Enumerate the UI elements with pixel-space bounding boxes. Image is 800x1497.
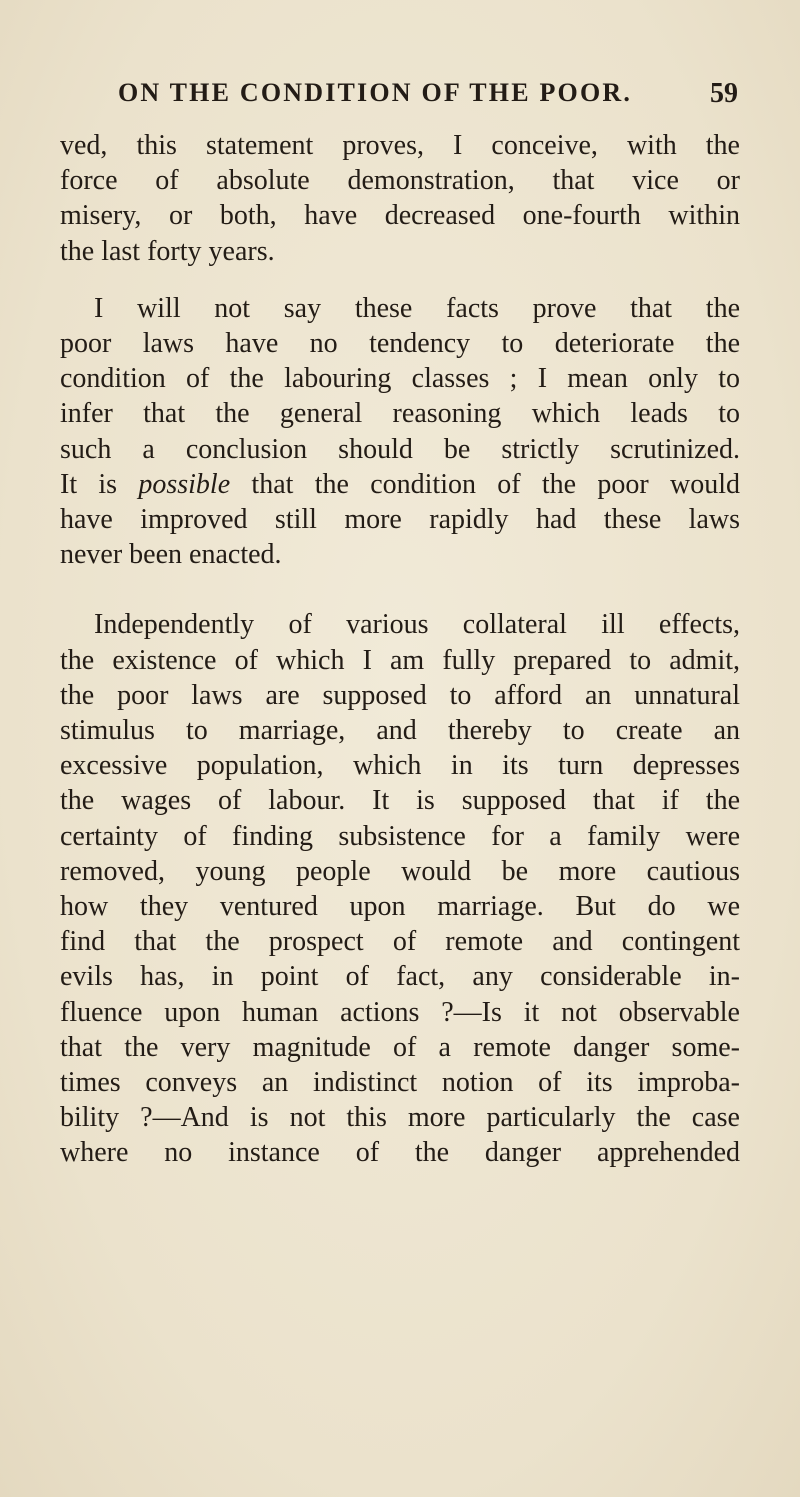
text-line: poor laws have no tendency to deteriorate the: [60, 328, 740, 360]
text-line: fluence upon human actions ?—Is it not observable: [60, 996, 740, 1028]
text-line: ved, this statement proves, I conceive, with the: [60, 130, 740, 161]
text-line: Independently of various collateral ill effects,: [94, 609, 740, 641]
text-line: infer that the general reasoning which leads to: [60, 398, 740, 430]
text-line: condition of the labouring classes ; I mean only to: [60, 363, 740, 395]
text-line: stimulus to marriage, and thereby to create an: [60, 715, 740, 747]
text-line: that the very magnitude of a remote danger some-: [60, 1031, 740, 1063]
text-line-with-italic: [60, 467, 740, 502]
text-line: times conveys an indistinct notion of its improba-: [60, 1067, 740, 1099]
body-text: [60, 128, 740, 1171]
text-line: removed, young people would be more cautious: [60, 855, 740, 887]
running-title: ON THE CONDITION OF THE POOR.: [118, 78, 633, 107]
paragraph-1: [60, 128, 740, 269]
running-head: [118, 78, 738, 112]
text-line: never been enacted.: [60, 539, 282, 571]
text-line: excessive population, which in its turn depresses: [60, 750, 740, 782]
page-number: 59: [710, 78, 738, 109]
text-line: I will not say these facts prove that the: [94, 292, 740, 324]
text-line: the poor laws are supposed to afford an unnatural: [60, 679, 740, 711]
text-line: how they ventured upon marriage. But do we: [60, 891, 740, 923]
paragraph-3: [60, 607, 740, 1170]
text-line: bility ?—And is not this more particularly the case: [60, 1102, 740, 1134]
text-line: certainty of finding subsistence for a family were: [60, 820, 740, 852]
text-line: where no instance of the danger apprehended: [60, 1137, 740, 1169]
text-line: the wages of labour. It is supposed that if the: [60, 785, 740, 817]
text-segment: It is: [60, 468, 139, 500]
text-line: the last forty years.: [60, 235, 275, 267]
text-line: such a conclusion should be strictly scrutinized.: [60, 433, 740, 465]
text-line: force of absolute demonstration, that vice or: [60, 165, 740, 197]
text-line: find that the prospect of remote and contingent: [60, 926, 740, 958]
text-line: the existence of which I am fully prepared to admit,: [60, 644, 740, 676]
text-line: misery, or both, have decreased one-fourth within: [60, 200, 740, 232]
text-segment: that the condition of the poor would: [230, 468, 740, 500]
paragraph-2: [60, 291, 740, 573]
text-line: evils has, in point of fact, any considerable in-: [60, 961, 740, 993]
text-line: have improved still more rapidly had these laws: [60, 504, 740, 536]
italic-word: possible: [138, 468, 231, 500]
